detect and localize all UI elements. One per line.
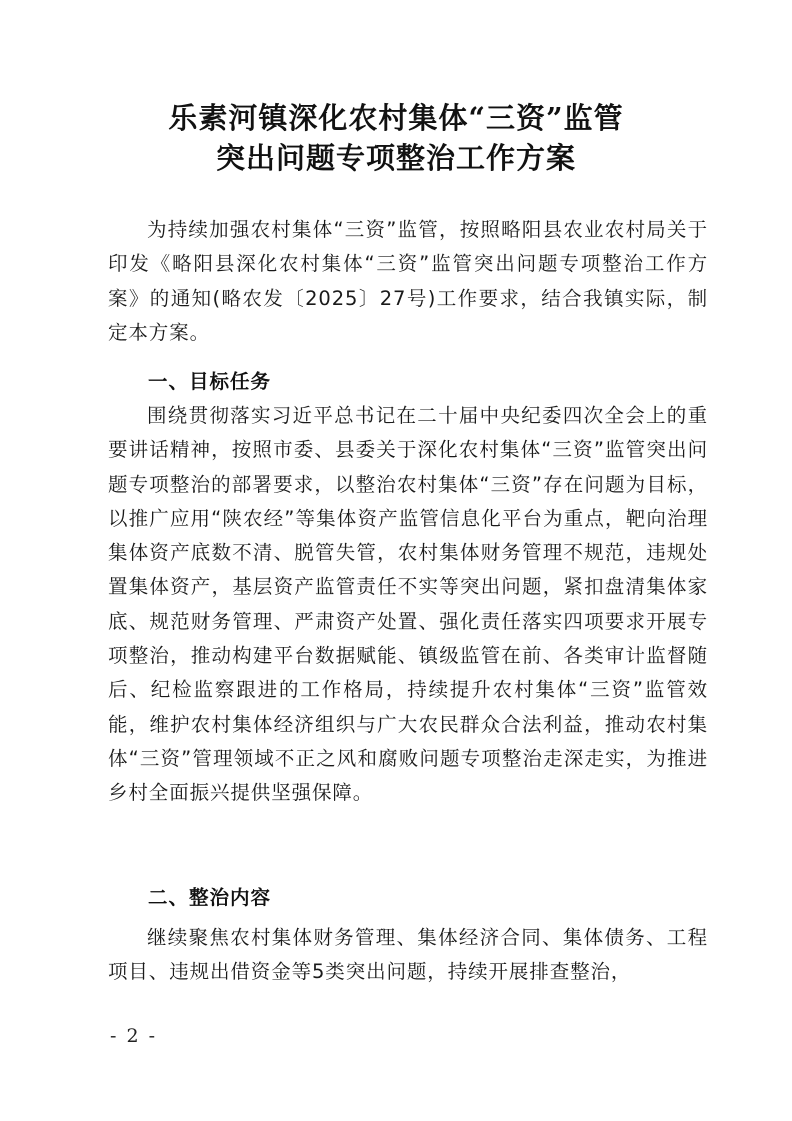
section2-heading: 二、整治内容 <box>148 886 272 909</box>
page-number: - 2 - <box>110 1025 158 1047</box>
document-title-line1: 乐素河镇深化农村集体“三资”监管 <box>168 101 624 135</box>
section2-paragraph: 继续聚焦农村集体财务管理、集体经济合同、集体债务、工程项目、违规出借资金等5类突出问题，持续开展排查整治， <box>108 926 708 984</box>
section1-paragraph: 围绕贯彻落实习近平总书记在二十届中央纪委四次全会上的重要讲话精神，按照市委、县委关于深化农村集体“三资”监管突出问题专项整治的部署要求，以整治农村集体“三资”存在问题为目标，以推广应用“陕农经”等集体资产监管信息化平台为重点，靶向治理集体资产底数不清、脱管失管，农村集体财务管理不规范，违规处置集体资产，基层资产监管责任不实等突出问题，紧扣盘清集体家底、规范财务管理、严肃资产处置、强化责任落实四项要求开展专项整治，推动构建平台数据赋能、镇级监管在前、各类审计监督随后、纪检监察跟进的工作格局，持续提升农村集体“三资”监管效能，维护农村集体经济组织与广大农民群众合法利益，推动农村集体“三资”管理领域不正之风和腐败问题专项整治走深走实，为推进乡村全面振兴提供坚强保障。 <box>108 404 708 805</box>
section1-heading: 一、目标任务 <box>148 370 272 393</box>
document-title-line2: 突出问题专项整治工作方案 <box>215 141 576 175</box>
intro-paragraph: 为持续加强农村集体“三资”监管，按照略阳县农业农村局关于印发《略阳县深化农村集体“三资”监管突出问题专项整治工作方案》的通知(略农发〔2025〕27号)工作要求，结合我镇实际，制定本方案。 <box>108 218 708 344</box>
